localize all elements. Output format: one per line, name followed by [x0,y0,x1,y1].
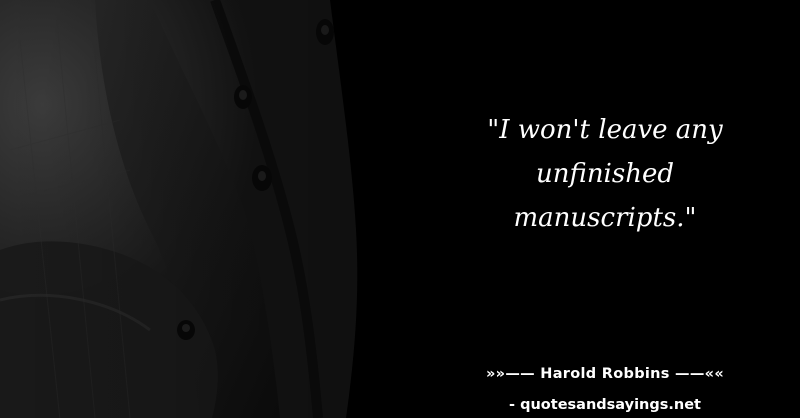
quote-line: manuscripts." [513,203,697,233]
quote-line: unfinished [535,159,674,189]
quote-text [440,108,770,240]
quote-line: "I won't leave any [487,115,723,145]
source-watermark: - quotesandsayings.net [509,397,701,413]
quote-author: »»—— Harold Robbins ——«« [485,366,724,382]
